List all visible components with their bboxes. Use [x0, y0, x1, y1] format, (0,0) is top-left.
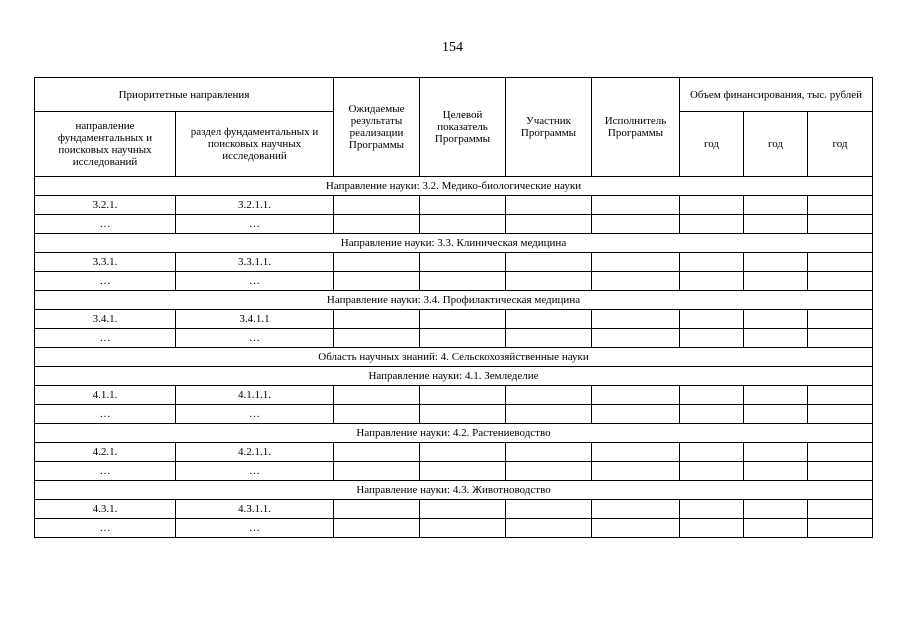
- empty-cell: [680, 500, 744, 519]
- section-row: [35, 348, 873, 367]
- header-executor: Исполнитель Программы: [592, 78, 680, 177]
- empty-cell: [744, 310, 808, 329]
- empty-cell: [744, 462, 808, 481]
- empty-cell: [744, 405, 808, 424]
- empty-cell: [334, 462, 420, 481]
- empty-cell: [420, 310, 506, 329]
- empty-cell: [680, 310, 744, 329]
- empty-cell: [744, 272, 808, 291]
- section-code: 3.2.1.1.: [176, 196, 334, 215]
- empty-cell: [808, 519, 873, 538]
- header-year: год: [680, 112, 744, 177]
- empty-cell: [808, 196, 873, 215]
- section-code: 3.4.1.1: [176, 310, 334, 329]
- empty-cell: [680, 519, 744, 538]
- section-row: [35, 177, 873, 196]
- empty-cell: [334, 500, 420, 519]
- empty-cell: [680, 329, 744, 348]
- table-row: [35, 443, 873, 462]
- empty-cell: [680, 215, 744, 234]
- section-title: Направление науки: 4.2. Растениеводство: [35, 424, 873, 443]
- section-title: Направление науки: 4.3. Животноводство: [35, 481, 873, 500]
- empty-cell: [744, 215, 808, 234]
- empty-cell: [592, 310, 680, 329]
- section-title: Направление науки: 3.3. Клиническая медицина: [35, 234, 873, 253]
- empty-cell: [592, 462, 680, 481]
- empty-cell: [744, 253, 808, 272]
- empty-cell: [680, 443, 744, 462]
- empty-cell: [680, 196, 744, 215]
- empty-cell: [744, 196, 808, 215]
- section-code: …: [176, 405, 334, 424]
- direction-code: …: [35, 405, 176, 424]
- empty-cell: [420, 443, 506, 462]
- direction-code: 3.2.1.: [35, 196, 176, 215]
- empty-cell: [506, 405, 592, 424]
- empty-cell: [420, 500, 506, 519]
- empty-cell: [334, 519, 420, 538]
- empty-cell: [420, 462, 506, 481]
- empty-cell: [592, 405, 680, 424]
- empty-cell: [680, 462, 744, 481]
- empty-cell: [808, 462, 873, 481]
- direction-code: 3.3.1.: [35, 253, 176, 272]
- empty-cell: [592, 272, 680, 291]
- empty-cell: [420, 405, 506, 424]
- empty-cell: [334, 310, 420, 329]
- empty-cell: [808, 272, 873, 291]
- empty-cell: [680, 253, 744, 272]
- table-row: [35, 196, 873, 215]
- empty-cell: [808, 405, 873, 424]
- direction-code: …: [35, 272, 176, 291]
- empty-cell: [506, 253, 592, 272]
- section-code: …: [176, 329, 334, 348]
- page-number: 154: [442, 40, 463, 55]
- direction-code: 4.1.1.: [35, 386, 176, 405]
- empty-cell: [744, 386, 808, 405]
- section-code: …: [176, 462, 334, 481]
- header-funding: Объем финансирования, тыс. рублей: [680, 78, 873, 112]
- empty-cell: [506, 443, 592, 462]
- empty-cell: [808, 310, 873, 329]
- table-row: [35, 310, 873, 329]
- table-row: [35, 253, 873, 272]
- direction-code: 4.2.1.: [35, 443, 176, 462]
- empty-cell: [592, 196, 680, 215]
- empty-cell: [506, 329, 592, 348]
- empty-cell: [592, 386, 680, 405]
- empty-cell: [506, 196, 592, 215]
- empty-cell: [592, 253, 680, 272]
- empty-cell: [420, 253, 506, 272]
- empty-cell: [420, 519, 506, 538]
- empty-cell: [334, 253, 420, 272]
- section-row: [35, 234, 873, 253]
- empty-cell: [420, 215, 506, 234]
- empty-cell: [744, 500, 808, 519]
- empty-cell: [680, 386, 744, 405]
- empty-cell: [808, 386, 873, 405]
- empty-cell: [506, 462, 592, 481]
- section-code: …: [176, 272, 334, 291]
- direction-code: 3.4.1.: [35, 310, 176, 329]
- header-participant: Участник Программы: [506, 78, 592, 177]
- empty-cell: [334, 443, 420, 462]
- table-row: [35, 500, 873, 519]
- section-title: Направление науки: 3.2. Медико-биологические науки: [35, 177, 873, 196]
- direction-code: 4.3.1.: [35, 500, 176, 519]
- section-title: Направление науки: 4.1. Земледелие: [35, 367, 873, 386]
- direction-code: …: [35, 462, 176, 481]
- empty-cell: [334, 405, 420, 424]
- section-code: 4.2.1.1.: [176, 443, 334, 462]
- empty-cell: [334, 386, 420, 405]
- empty-cell: [808, 443, 873, 462]
- direction-code: …: [35, 215, 176, 234]
- section-code: …: [176, 519, 334, 538]
- empty-cell: [506, 500, 592, 519]
- empty-cell: [506, 386, 592, 405]
- table-row: [35, 386, 873, 405]
- section-row: [35, 367, 873, 386]
- empty-cell: [680, 405, 744, 424]
- table-body: [35, 177, 873, 538]
- section-row: [35, 424, 873, 443]
- empty-cell: [592, 215, 680, 234]
- empty-cell: [334, 215, 420, 234]
- empty-cell: [808, 215, 873, 234]
- empty-cell: [506, 215, 592, 234]
- direction-code: …: [35, 329, 176, 348]
- empty-cell: [808, 500, 873, 519]
- section-title: Область научных знаний: 4. Сельскохозяйственные науки: [35, 348, 873, 367]
- header-priority-directions: Приоритетные направления: [35, 78, 334, 112]
- direction-code: …: [35, 519, 176, 538]
- empty-cell: [592, 500, 680, 519]
- empty-cell: [420, 329, 506, 348]
- empty-cell: [334, 329, 420, 348]
- table-row: [35, 215, 873, 234]
- table-row: [35, 329, 873, 348]
- program-table: [34, 77, 873, 538]
- empty-cell: [506, 519, 592, 538]
- empty-cell: [808, 329, 873, 348]
- section-code: 4.1.1.1.: [176, 386, 334, 405]
- section-code: 3.3.1.1.: [176, 253, 334, 272]
- header-fundamental-section: раздел фундаментальных и поисковых научных исследований: [176, 112, 334, 177]
- empty-cell: [506, 272, 592, 291]
- empty-cell: [334, 196, 420, 215]
- empty-cell: [420, 272, 506, 291]
- table-row: [35, 272, 873, 291]
- empty-cell: [744, 519, 808, 538]
- section-row: [35, 291, 873, 310]
- header-target-indicator: Целевой показатель Программы: [420, 78, 506, 177]
- empty-cell: [334, 272, 420, 291]
- header-year: год: [808, 112, 873, 177]
- table-row: [35, 519, 873, 538]
- empty-cell: [808, 253, 873, 272]
- table-row: [35, 462, 873, 481]
- empty-cell: [592, 329, 680, 348]
- section-code: …: [176, 215, 334, 234]
- table-row: [35, 405, 873, 424]
- empty-cell: [420, 386, 506, 405]
- empty-cell: [592, 443, 680, 462]
- header-year: год: [744, 112, 808, 177]
- empty-cell: [744, 329, 808, 348]
- section-row: [35, 481, 873, 500]
- empty-cell: [592, 519, 680, 538]
- empty-cell: [420, 196, 506, 215]
- section-code: 4.3.1.1.: [176, 500, 334, 519]
- empty-cell: [506, 310, 592, 329]
- header-expected-results: Ожидаемые результаты реализации Программы: [334, 78, 420, 177]
- empty-cell: [744, 443, 808, 462]
- section-title: Направление науки: 3.4. Профилактическая медицина: [35, 291, 873, 310]
- empty-cell: [680, 272, 744, 291]
- header-fundamental-direction: направление фундаментальных и поисковых научных исследований: [35, 112, 176, 177]
